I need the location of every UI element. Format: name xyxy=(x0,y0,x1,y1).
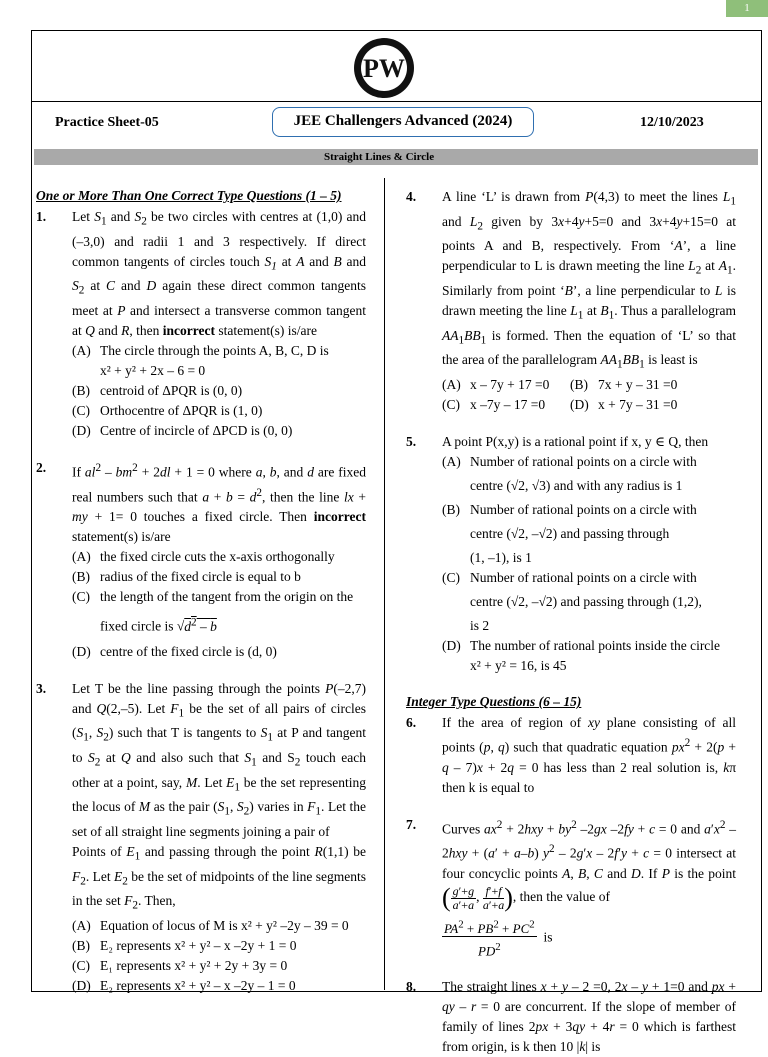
option-a-cont: centre xyxy=(470,478,503,494)
option-label: (D) xyxy=(72,423,91,439)
question-number: 8. xyxy=(406,979,417,995)
centre-expression: (√2, –√2) xyxy=(506,526,558,542)
question-number: 5. xyxy=(406,434,417,450)
question-4 xyxy=(406,187,736,415)
question-text: If $al^2 - bm^2 + 2dl + 1 = 0$ where a, b, and d are fixed real numbers such that $a + b = d^2$, then the line lx + my + 1= 0 touches a fixed circle. Then incorrect statement(s) is/are xyxy=(72,462,367,545)
ratio-expression: $PA^2 + PB^2 + PC^2$ $PD^2$ xyxy=(444,918,535,959)
option-label: (C) xyxy=(72,958,90,974)
option-label: (A) xyxy=(72,343,91,359)
sqrt-expression: $√d^2$ – b xyxy=(176,616,217,634)
question-number: 2. xyxy=(36,460,47,476)
option-b-point: (1, –1), is 1 xyxy=(470,550,532,566)
centre-expression: (√2, √3) xyxy=(506,478,551,494)
option-b-cont: centre xyxy=(470,526,503,542)
question-number: 4. xyxy=(406,189,417,204)
option-d-equation: x² + y² = 16, is 45 xyxy=(470,658,567,674)
sheet-label: Practice Sheet-05 xyxy=(55,115,159,130)
question-6 xyxy=(406,713,736,798)
question-number: 1. xyxy=(36,209,47,224)
sheet-date: 12/10/2023 xyxy=(640,115,704,130)
question-tail: is xyxy=(543,929,553,945)
option-label: (B) xyxy=(442,502,460,518)
option-c-result: is 2 xyxy=(470,618,490,634)
question-3 xyxy=(36,679,366,997)
question-text: Let $S_1$ and $S_2$ be two circles with centres at (1,0) and (–3,0) and radii 1 and 3 respectively. If direct common tangents of circles touch $S_1$ at A and B and $S_2$ at C and D again these direct common tangents meet at P and intersect a transverse common tangent at Q and R, then incorrect statement(s) is/are xyxy=(72,209,367,339)
exam-title: JEE Challengers Advanced (2024) xyxy=(272,107,534,137)
right-column xyxy=(406,186,736,1057)
question-2 xyxy=(36,458,366,662)
question-text: The straight lines x + y – 2 =0, 2x – y + 1=0 and px + qy – r = 0 are concurrent. If the slope of member of family of lines 2px + 3qy + 4r = 0 which is farthest from origin, is k then 10 |k| is xyxy=(442,979,737,1055)
header-rule xyxy=(31,101,762,102)
option-c: x –7y – 17 =0 xyxy=(470,397,546,413)
option-label: (A) xyxy=(72,918,91,934)
option-d: The number of rational points inside the circle xyxy=(470,638,721,654)
question-7 xyxy=(406,815,736,961)
centre-expression: (√2, –√2) xyxy=(506,594,558,610)
option-a-tail: and with any radius is 1 xyxy=(553,478,683,494)
option-c: E₁ represents x² + y² + 2y + 3y = 0 xyxy=(100,958,288,974)
section-heading-1: One or More Than One Correct Type Questions (1 – 5) xyxy=(36,188,342,203)
topic-title: Straight Lines & Circle xyxy=(324,151,435,163)
question-5 xyxy=(406,432,736,676)
option-c: Orthocentre of ΔPQR is (1, 0) xyxy=(100,403,263,419)
option-label: (D) xyxy=(72,643,91,659)
option-label: (C) xyxy=(442,397,460,413)
option-label: (B) xyxy=(72,938,90,954)
option-label: (A) xyxy=(442,454,461,470)
option-label: (B) xyxy=(72,569,90,585)
option-c: the length of the tangent from the origin on the xyxy=(100,589,354,605)
column-divider xyxy=(384,178,385,990)
section-heading-2: Integer Type Questions (6 – 15) xyxy=(406,694,582,710)
pw-logo xyxy=(353,37,415,99)
option-b: Number of rational points on a circle with xyxy=(470,502,697,518)
option-label: (C) xyxy=(72,403,90,419)
page-number: 1 xyxy=(726,0,768,17)
question-text: If the area of region of xy plane consisting of all points (p, q) such that quadratic equation $px^2 + 2(p + q - 7)x + 2q = 0$ has less than 2 real solution is, kπ then k is equal to xyxy=(442,715,737,795)
option-label: (C) xyxy=(72,589,90,605)
option-label: (D) xyxy=(442,638,461,654)
option-label: (D) xyxy=(72,978,91,994)
left-column xyxy=(36,186,366,996)
option-label: (B) xyxy=(570,377,588,393)
option-a-equation: x² + y² + 2x – 6 = 0 xyxy=(100,363,206,379)
svg-text:PW: PW xyxy=(363,54,405,83)
option-b: centroid of ΔPQR is (0, 0) xyxy=(100,383,243,399)
option-a: Number of rational points on a circle with xyxy=(470,454,697,470)
option-a: The circle through the points A, B, C, D is xyxy=(100,343,329,359)
option-c-cont: fixed circle is xyxy=(100,618,174,634)
option-a: Equation of locus of M is x² + y² –2y – 39 = 0 xyxy=(100,918,349,934)
question-1 xyxy=(36,207,366,441)
option-label: (A) xyxy=(72,549,91,565)
option-b: 7x + y – 31 =0 xyxy=(598,377,678,393)
option-label: (C) xyxy=(442,570,460,586)
option-c-tail: and passing through (1,2), xyxy=(560,594,702,610)
option-label: (B) xyxy=(72,383,90,399)
option-b: E₂ represents x² + y² – x –2y + 1 = 0 xyxy=(100,938,297,954)
option-b-tail: and passing through xyxy=(560,526,670,542)
option-label: (A) xyxy=(442,377,461,393)
option-d: E₂ represents x² + y² – x –2y – 1 = 0 xyxy=(100,978,296,994)
question-text: Let T be the line passing through the points P(–2,7) and Q(2,–5). Let $F_1$ be the set of all pairs of circles ($S_1$, $S_2$) such that T is tangents to $S_1$ at P and tangent to $S_2$ at Q and also such that $S_1$ and $S_2$ touch each other at a point, say, M. Let $E_1$ be the set representing the locus of M as the pair ($S_1$, $S_2$) varies in $F_1$. Let the set of all straight line segments joining a pair of Points of $E_1$ and passing through the point R(1,1) be $F_2$. Let $E_2$ be the set of midpoints of the line segments in the set $F_2$. Then, xyxy=(72,680,367,913)
option-d: x + 7y – 31 =0 xyxy=(598,397,678,413)
option-label: (D) xyxy=(570,397,589,413)
question-number: 3. xyxy=(36,680,47,696)
option-a: x – 7y + 17 =0 xyxy=(470,377,550,393)
question-number: 7. xyxy=(406,816,417,832)
option-d: centre of the fixed circle is (d, 0) xyxy=(100,643,277,659)
question-text: A line ‘L’ is drawn from P(4,3) to meet the lines $L_1$ and $L_2$ given by 3x+4y+5=0 and 3x+4y+15=0 at points A and B, respectively. From ‘A’, a line perpendicular to L is drawn meeting the line $L_2$ at $A_1$. Similarly from point ‘B’, a line perpendicular to L is drawn meeting the line $L_1$ at $B_1$. Thus a parallelogram $AA_1BB_1$ is formed. Then the equation of ‘L’ so that the area of the parallelogram $AA_1BB_1$ is least is xyxy=(442,189,737,372)
question-8 xyxy=(406,977,736,1057)
question-number: 6. xyxy=(406,715,417,731)
option-b: radius of the fixed circle is equal to b xyxy=(100,569,301,585)
option-d: Centre of incircle of ΔPCD is (0, 0) xyxy=(100,423,293,439)
option-c: Number of rational points on a circle with xyxy=(470,570,697,586)
option-a: the fixed circle cuts the x-axis orthogonally xyxy=(100,549,335,565)
question-text: Curves $ax^2 + 2hxy + by^2$ –2gx –2fy + c = 0 and $a'x^2$ –2hxy + (a′ + a–b) $y^2 - 2g'x - 2f'y + c = 0$ intersect at four concyclic points A, B, C and D. If P is the point ( g′+g a′+a, f′+f a′+a), then the value of xyxy=(442,818,737,912)
topic-band xyxy=(34,149,758,165)
question-text: A point P(x,y) is a rational point if x, y ∈ Q, then xyxy=(442,434,709,450)
option-c-cont: centre xyxy=(470,594,503,610)
